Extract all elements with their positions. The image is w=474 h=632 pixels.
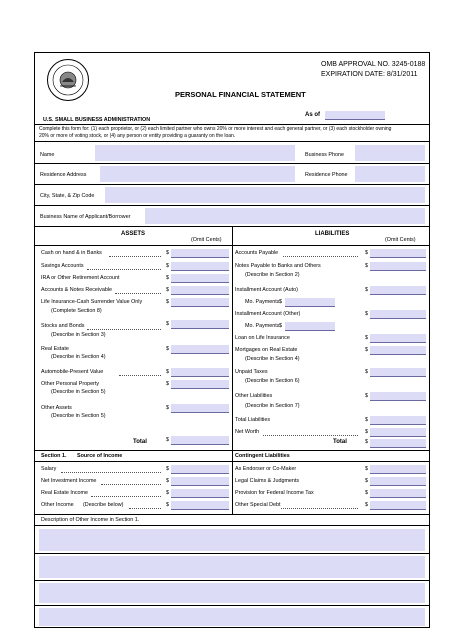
section-1-title: Source of Income <box>77 453 123 459</box>
currency-symbol: $ <box>166 299 169 305</box>
other-income-description-field-3[interactable] <box>39 583 425 603</box>
liability-installment-auto-field[interactable] <box>370 286 426 295</box>
currency-symbol: $ <box>166 369 169 375</box>
liability-installment-other-field[interactable] <box>370 310 426 319</box>
currency-symbol: $ <box>365 335 368 341</box>
total-liabilities-field[interactable] <box>370 416 426 425</box>
city-state-zip-field[interactable] <box>105 187 425 203</box>
total-liabilities-label: Total Liabilities <box>235 417 271 423</box>
asset-ira-label: IRA or Other Retirement Account <box>41 275 120 281</box>
currency-symbol: $ <box>166 287 169 293</box>
currency-symbol: $ <box>166 437 169 443</box>
contingent-legal-claims-label: Legal Claims & Judgments <box>235 478 300 484</box>
liability-notes-payable-note: (Describe in Section 2) <box>245 272 300 278</box>
liability-installment-auto-label: Installment Account (Auto) <box>235 287 298 293</box>
currency-symbol: $ <box>365 466 368 472</box>
asset-other-assets-note: (Describe in Section 5) <box>51 413 106 419</box>
income-other-label: Other Income <box>41 502 74 508</box>
asset-stocks-field[interactable] <box>171 320 229 329</box>
asset-life-insurance-field[interactable] <box>171 298 229 307</box>
residence-phone-label: Residence Phone <box>305 172 348 178</box>
liability-mortgages-field[interactable] <box>370 346 426 355</box>
as-of-label: As of <box>305 112 320 118</box>
currency-symbol: $ <box>365 250 368 256</box>
liability-other-label: Other Liabilities <box>235 393 273 399</box>
income-other-field[interactable] <box>171 501 229 510</box>
liability-loan-life-field[interactable] <box>370 334 426 343</box>
liability-mo-payments-other-label: Mo. Payments <box>245 323 280 329</box>
instructions-line-1: Complete this form for: (1) each proprietor, or (2) each limited partner who owns 20% or more interest and each general partner, or (3) each stockholder owning <box>39 126 392 132</box>
net-worth-field[interactable] <box>370 428 426 437</box>
liabilities-omit-cents: (Omit Cents) <box>385 237 416 243</box>
currency-symbol: $ <box>365 311 368 317</box>
assets-total-label: Total <box>133 439 147 445</box>
liability-loan-life-label: Loan on Life Insurance <box>235 335 290 341</box>
currency-symbol: $ <box>279 323 282 329</box>
business-phone-label: Business Phone <box>305 152 344 158</box>
expiration-date: EXPIRATION DATE: 8/31/2011 <box>321 71 418 78</box>
liability-notes-payable-field[interactable] <box>370 262 426 271</box>
residence-address-label: Residence Address <box>40 172 87 178</box>
currency-symbol: $ <box>365 369 368 375</box>
asset-savings-field[interactable] <box>171 262 229 271</box>
liability-unpaid-taxes-label: Unpaid Taxes <box>235 369 268 375</box>
asset-other-assets-label: Other Assets <box>41 405 72 411</box>
asset-stocks-note: (Describe in Section 3) <box>51 332 106 338</box>
income-other-note: (Describe below) <box>83 502 124 508</box>
income-real-estate-field[interactable] <box>171 489 229 498</box>
other-income-description-field-2[interactable] <box>39 556 425 578</box>
liability-mo-payments-auto-field[interactable] <box>285 298 335 307</box>
liabilities-total-field[interactable] <box>370 439 426 448</box>
asset-other-property-field[interactable] <box>171 380 229 389</box>
currency-symbol: $ <box>166 490 169 496</box>
section-1-label: Section 1. <box>41 453 67 459</box>
asset-life-insurance-label: Life Insurance-Cash Surrender Value Only <box>41 299 143 305</box>
name-field[interactable] <box>95 145 295 161</box>
personal-financial-statement-form <box>34 52 430 628</box>
sba-seal-icon <box>47 59 89 101</box>
currency-symbol: $ <box>166 275 169 281</box>
name-label: Name <box>40 152 55 158</box>
currency-symbol: $ <box>166 263 169 269</box>
liability-installment-other-label: Installment Account (Other) <box>235 311 301 317</box>
liability-unpaid-taxes-note: (Describe in Section 6) <box>245 378 300 384</box>
currency-symbol: $ <box>365 287 368 293</box>
instructions-line-2: 20% or more of voting stock, or (4) any person or entity providing a guaranty on the loan. <box>39 133 236 139</box>
income-net-investment-label: Net Investment Income <box>41 478 97 484</box>
currency-symbol: $ <box>365 429 368 435</box>
contingent-endorser-field[interactable] <box>370 465 426 474</box>
asset-ira-field[interactable] <box>171 274 229 283</box>
asset-receivable-field[interactable] <box>171 286 229 295</box>
assets-total-field[interactable] <box>171 436 229 445</box>
contingent-legal-claims-field[interactable] <box>370 477 426 486</box>
currency-symbol: $ <box>166 381 169 387</box>
liabilities-total-label: Total <box>333 439 347 445</box>
asset-automobile-label: Automobile-Present Value <box>41 369 104 375</box>
agency-name: U.S. SMALL BUSINESS ADMINISTRATION <box>43 117 151 123</box>
income-real-estate-label: Real Estate Income <box>41 490 89 496</box>
residence-address-field[interactable] <box>100 166 295 182</box>
asset-other-property-note: (Describe in Section 5) <box>51 389 106 395</box>
asset-automobile-field[interactable] <box>171 368 229 377</box>
liability-mortgages-label: Mortgages on Real Estate <box>235 347 298 353</box>
contingent-endorser-label: As Endorser or Co-Maker <box>235 466 297 472</box>
currency-symbol: $ <box>166 321 169 327</box>
assets-omit-cents: (Omit Cents) <box>191 237 222 243</box>
currency-symbol: $ <box>365 490 368 496</box>
contingent-special-debt-field[interactable] <box>370 501 426 510</box>
business-name-field[interactable] <box>145 208 425 224</box>
currency-symbol: $ <box>166 466 169 472</box>
asset-cash-label: Cash on hand & in Banks <box>41 250 102 256</box>
liability-mortgages-note: (Describe in Section 4) <box>245 356 300 362</box>
currency-symbol: $ <box>365 502 368 508</box>
asset-receivable-label: Accounts & Notes Receivable <box>41 287 113 293</box>
liability-mo-payments-auto-label: Mo. Payments <box>245 299 280 305</box>
currency-symbol: $ <box>365 417 368 423</box>
liabilities-header: LIABILITIES <box>315 231 350 237</box>
currency-symbol: $ <box>279 299 282 305</box>
residence-phone-field[interactable] <box>355 166 425 182</box>
asset-cash-field[interactable] <box>171 249 229 258</box>
contingent-federal-tax-field[interactable] <box>370 489 426 498</box>
asset-life-insurance-note: (Complete Section 8) <box>51 308 102 314</box>
contingent-liabilities-title: Contingent Liabilities <box>235 453 290 459</box>
city-state-zip-label: City, State, & Zip Code <box>40 193 95 199</box>
other-income-description-label: Description of Other Income in Section 1. <box>41 517 140 523</box>
net-worth-label: Net Worth <box>235 429 260 435</box>
omb-approval-number: OMB APPROVAL NO. 3245-0188 <box>321 61 426 68</box>
liability-accounts-payable-label: Accounts Payable <box>235 250 279 256</box>
currency-symbol: $ <box>166 250 169 256</box>
liability-accounts-payable-field[interactable] <box>370 249 426 258</box>
currency-symbol: $ <box>166 478 169 484</box>
liability-other-note: (Describe in Section 7) <box>245 403 300 409</box>
other-income-description-field-4[interactable] <box>39 608 425 626</box>
currency-symbol: $ <box>166 346 169 352</box>
liability-mo-payments-other-field[interactable] <box>285 322 335 331</box>
contingent-federal-tax-label: Provision for Federal Income Tax <box>235 490 314 496</box>
contingent-special-debt-label: Other Special Debt <box>235 502 281 508</box>
asset-other-property-label: Other Personal Property <box>41 381 100 387</box>
currency-symbol: $ <box>166 502 169 508</box>
income-salary-field[interactable] <box>171 465 229 474</box>
assets-header: ASSETS <box>121 231 146 237</box>
other-income-description-field-1[interactable] <box>39 529 425 551</box>
currency-symbol: $ <box>166 405 169 411</box>
asset-other-assets-field[interactable] <box>171 404 229 413</box>
asset-real-estate-label: Real Estate <box>41 346 69 352</box>
form-title: PERSONAL FINANCIAL STATEMENT <box>175 90 306 99</box>
currency-symbol: $ <box>365 478 368 484</box>
as-of-date-field[interactable] <box>325 111 385 120</box>
business-phone-field[interactable] <box>355 145 425 161</box>
business-name-label: Business Name of Applicant/Borrower <box>40 214 131 220</box>
currency-symbol: $ <box>365 347 368 353</box>
asset-real-estate-note: (Describe in Section 4) <box>51 354 106 360</box>
asset-real-estate-field[interactable] <box>171 345 229 354</box>
asset-stocks-label: Stocks and Bonds <box>41 323 85 329</box>
currency-symbol: $ <box>365 439 368 445</box>
currency-symbol: $ <box>365 393 368 399</box>
income-net-investment-field[interactable] <box>171 477 229 486</box>
asset-savings-label: Savings Accounts <box>41 263 84 269</box>
income-salary-label: Salary <box>41 466 57 472</box>
liability-notes-payable-label: Notes Payable to Banks and Others <box>235 263 321 269</box>
liability-unpaid-taxes-field[interactable] <box>370 368 426 377</box>
currency-symbol: $ <box>365 263 368 269</box>
liability-other-field[interactable] <box>370 392 426 401</box>
